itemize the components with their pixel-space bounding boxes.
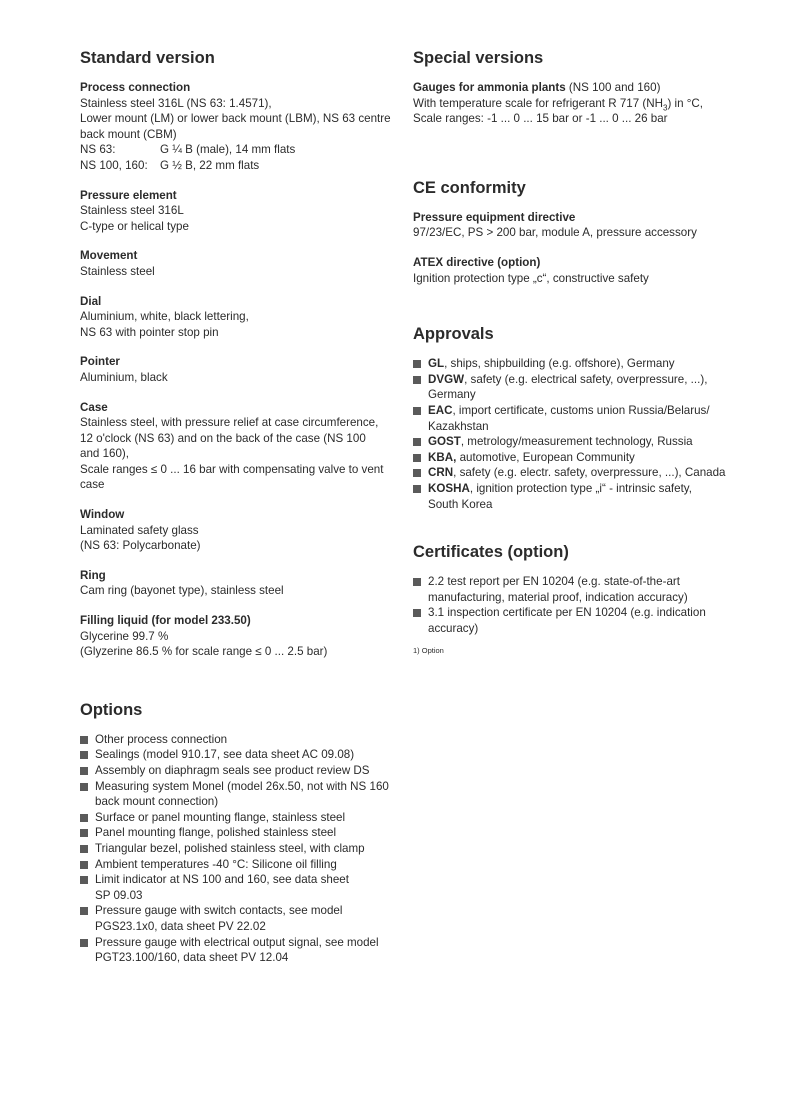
approval-name: GOST: [428, 435, 461, 449]
process-connection-line: Stainless steel 316L (NS 63: 1.4571),: [80, 96, 272, 110]
list-item-text: SP 09.03: [95, 888, 143, 902]
left-column: [80, 48, 390, 966]
filling-liquid-line: (Glyzerine 86.5 % for scale range ≤ 0 ... 2.5 bar): [80, 645, 328, 659]
movement-line: Stainless steel: [80, 264, 155, 278]
options-heading: Options: [80, 700, 143, 719]
list-item: [413, 450, 733, 466]
ns-row: [80, 142, 390, 158]
pressure-element-line: C-type or helical type: [80, 219, 189, 233]
filling-liquid-section: [80, 613, 390, 660]
ns-row: [80, 158, 390, 174]
approval-name: KOSHA: [428, 481, 470, 495]
process-connection-section: [80, 80, 390, 174]
pointer-line: Aluminium, black: [80, 370, 168, 384]
list-item-text: Pressure gauge with switch contacts, see model: [95, 904, 343, 918]
approval-name: EAC: [428, 403, 453, 417]
list-item: [80, 903, 390, 934]
ammonia-line: Scale ranges: -1 ... 0 ... 15 bar or -1 ... 0 ... 26 bar: [413, 112, 668, 126]
bullet-square-icon: [80, 783, 88, 791]
list-item: [413, 574, 733, 605]
list-item-text: 3.1 inspection certificate per EN 10204 (e.g. indication: [428, 606, 706, 620]
list-item: [80, 779, 390, 810]
ammonia-line: [413, 96, 733, 112]
approval-text: automotive, European Community: [456, 450, 635, 464]
list-item-text: accuracy): [428, 621, 479, 635]
ped-section: [413, 210, 733, 241]
bullet-square-icon: [413, 407, 421, 415]
list-item-text: Other process connection: [95, 732, 228, 746]
list-item: [413, 481, 733, 512]
list-item: [413, 403, 733, 434]
list-item: [80, 810, 390, 826]
bullet-square-icon: [413, 438, 421, 446]
atex-section: [413, 255, 733, 286]
bullet-square-icon: [413, 360, 421, 368]
bullet-square-icon: [80, 861, 88, 869]
bullet-square-icon: [80, 814, 88, 822]
list-item: [413, 356, 733, 372]
pointer-section: [80, 354, 390, 385]
ring-title: Ring: [80, 568, 106, 582]
list-item: [80, 732, 390, 748]
list-item-text: manufacturing, material proof, indication accuracy): [428, 590, 688, 604]
standard-version-heading: Standard version: [80, 49, 215, 67]
list-item: [80, 841, 390, 857]
list-item: [80, 857, 390, 873]
case-line: Scale ranges ≤ 0 ... 16 bar with compensating valve to vent: [80, 462, 384, 476]
approvals-heading: Approvals: [413, 325, 494, 344]
approval-text: , safety (e.g. electr. safety, overpressure, ...), Canada: [453, 466, 726, 480]
list-item: [80, 825, 390, 841]
pointer-title: Pointer: [80, 355, 120, 369]
approval-name: DVGW: [428, 372, 465, 386]
window-line: (NS 63: Polycarbonate): [80, 539, 201, 553]
case-line: Stainless steel, with pressure relief at case circumference,: [80, 416, 379, 430]
filling-liquid-line: Glycerine 99.7 %: [80, 629, 169, 643]
list-item-text: Assembly on diaphragm seals see product review DS: [95, 764, 370, 777]
approval-text: , metrology/measurement technology, Russia: [460, 435, 693, 449]
ring-section: [80, 568, 390, 599]
list-item: [80, 935, 390, 966]
approval-text: , safety (e.g. electrical safety, overpressure, ...),: [464, 372, 708, 386]
approval-text: Kazakhstan: [428, 419, 489, 433]
list-item-text: Triangular bezel, polished stainless steel, with clamp: [95, 841, 365, 855]
list-item: [413, 434, 733, 450]
atex-line: Ignition protection type „c“, constructive safety: [413, 271, 649, 285]
list-item-text: Surface or panel mounting flange, stainless steel: [95, 810, 346, 824]
dial-line: NS 63 with pointer stop pin: [80, 325, 219, 339]
bullet-square-icon: [413, 578, 421, 586]
case-line: 12 o'clock (NS 63) and on the back of the case (NS 100: [80, 431, 366, 445]
dial-title: Dial: [80, 294, 102, 308]
list-item-text: PGT23.100/160, data sheet PV 12.04: [95, 951, 289, 965]
list-item-text: Sealings (model 910.17, see data sheet AC 09.08): [95, 748, 355, 762]
case-title: Case: [80, 400, 108, 414]
footnote: 1) Option: [413, 646, 444, 656]
certificates-heading: Certificates (option): [413, 543, 569, 562]
ammonia-title: Gauges for ammonia plants: [413, 81, 566, 94]
movement-title: Movement: [80, 249, 138, 263]
ammonia-section: [413, 80, 733, 127]
bullet-square-icon: [413, 485, 421, 493]
bullet-square-icon: [80, 876, 88, 884]
process-connection-line: back mount (CBM): [80, 127, 177, 141]
bullet-square-icon: [80, 736, 88, 744]
ammonia-title-suffix: (NS 100 and 160): [565, 81, 661, 94]
movement-section: [80, 248, 390, 279]
list-item-text: Pressure gauge with electrical output signal, see model: [95, 935, 379, 949]
ammonia-subscript: 3: [663, 102, 668, 112]
list-item: [413, 465, 733, 481]
list-item: [80, 872, 390, 903]
case-line: and 160),: [80, 447, 129, 461]
list-item: [413, 605, 733, 636]
ammonia-text: With temperature scale for refrigerant R 717 (NH: [413, 96, 664, 110]
certificates-list: [413, 574, 733, 636]
ammonia-title-line: [413, 80, 733, 96]
pressure-element-section: [80, 188, 390, 235]
approval-name: GL: [428, 357, 445, 371]
ns-value: G ¼ B (male), 14 mm flats: [160, 143, 296, 157]
bullet-square-icon: [80, 907, 88, 915]
bullet-square-icon: [80, 829, 88, 837]
ns-value: G ½ B, 22 mm flats: [160, 158, 260, 172]
ns-label: NS 100, 160:: [80, 158, 148, 172]
approval-text: , ships, shipbuilding (e.g. offshore), Germany: [444, 357, 675, 371]
ped-line: 97/23/EC, PS > 200 bar, module A, pressure accessory: [413, 226, 697, 240]
ammonia-text: ) in °C,: [667, 96, 704, 110]
bullet-square-icon: [413, 454, 421, 462]
ring-line: Cam ring (bayonet type), stainless steel: [80, 584, 284, 598]
approval-text: Germany: [428, 388, 476, 402]
approval-text: , ignition protection type „i“ - intrinsic safety,: [469, 481, 692, 495]
list-item-text: Measuring system Monel (model 26x.50, not with NS 160: [95, 779, 389, 793]
list-item: [413, 372, 733, 403]
bullet-square-icon: [413, 469, 421, 477]
bullet-square-icon: [80, 767, 88, 775]
filling-liquid-title: Filling liquid (for model 233.50): [80, 614, 251, 628]
list-item-text: Panel mounting flange, polished stainless steel: [95, 826, 337, 840]
window-title: Window: [80, 508, 125, 522]
pressure-element-title: Pressure element: [80, 188, 177, 202]
pressure-element-line: Stainless steel 316L: [80, 204, 184, 218]
case-section: [80, 400, 390, 494]
atex-title: ATEX directive (option): [413, 255, 541, 269]
bullet-square-icon: [80, 939, 88, 947]
options-list: [80, 732, 390, 966]
approvals-list: [413, 356, 733, 512]
window-line: Laminated safety glass: [80, 523, 199, 537]
list-item-text: PGS23.1x0, data sheet PV 22.02: [95, 919, 266, 933]
approval-text: , import certificate, customs union Russia/Belarus/: [452, 403, 710, 417]
case-line: case: [80, 478, 105, 492]
list-item: [80, 763, 390, 779]
list-item: [80, 747, 390, 763]
special-versions-heading: Special versions: [413, 49, 544, 67]
approval-text: South Korea: [428, 497, 493, 511]
process-connection-title: Process connection: [80, 81, 191, 94]
process-connection-line: Lower mount (LM) or lower back mount (LBM), NS 63 centre: [80, 112, 391, 126]
window-section: [80, 507, 390, 554]
approval-name: KBA,: [428, 450, 457, 464]
list-item-text: back mount connection): [95, 795, 219, 809]
ns-label: NS 63:: [80, 143, 116, 157]
approval-name: CRN: [428, 466, 454, 480]
list-item-text: 2.2 test report per EN 10204 (e.g. state-of-the-art: [428, 575, 680, 589]
dial-line: Aluminium, white, black lettering,: [80, 310, 249, 324]
list-item-text: Ambient temperatures -40 °C: Silicone oil filling: [95, 857, 337, 871]
right-column: [413, 48, 733, 656]
bullet-square-icon: [413, 609, 421, 617]
list-item-text: Limit indicator at NS 100 and 160, see data sheet: [95, 873, 349, 887]
ce-conformity-heading: CE conformity: [413, 178, 526, 197]
bullet-square-icon: [413, 376, 421, 384]
dial-section: [80, 294, 390, 341]
ped-title: Pressure equipment directive: [413, 210, 576, 224]
bullet-square-icon: [80, 751, 88, 759]
bullet-square-icon: [80, 845, 88, 853]
